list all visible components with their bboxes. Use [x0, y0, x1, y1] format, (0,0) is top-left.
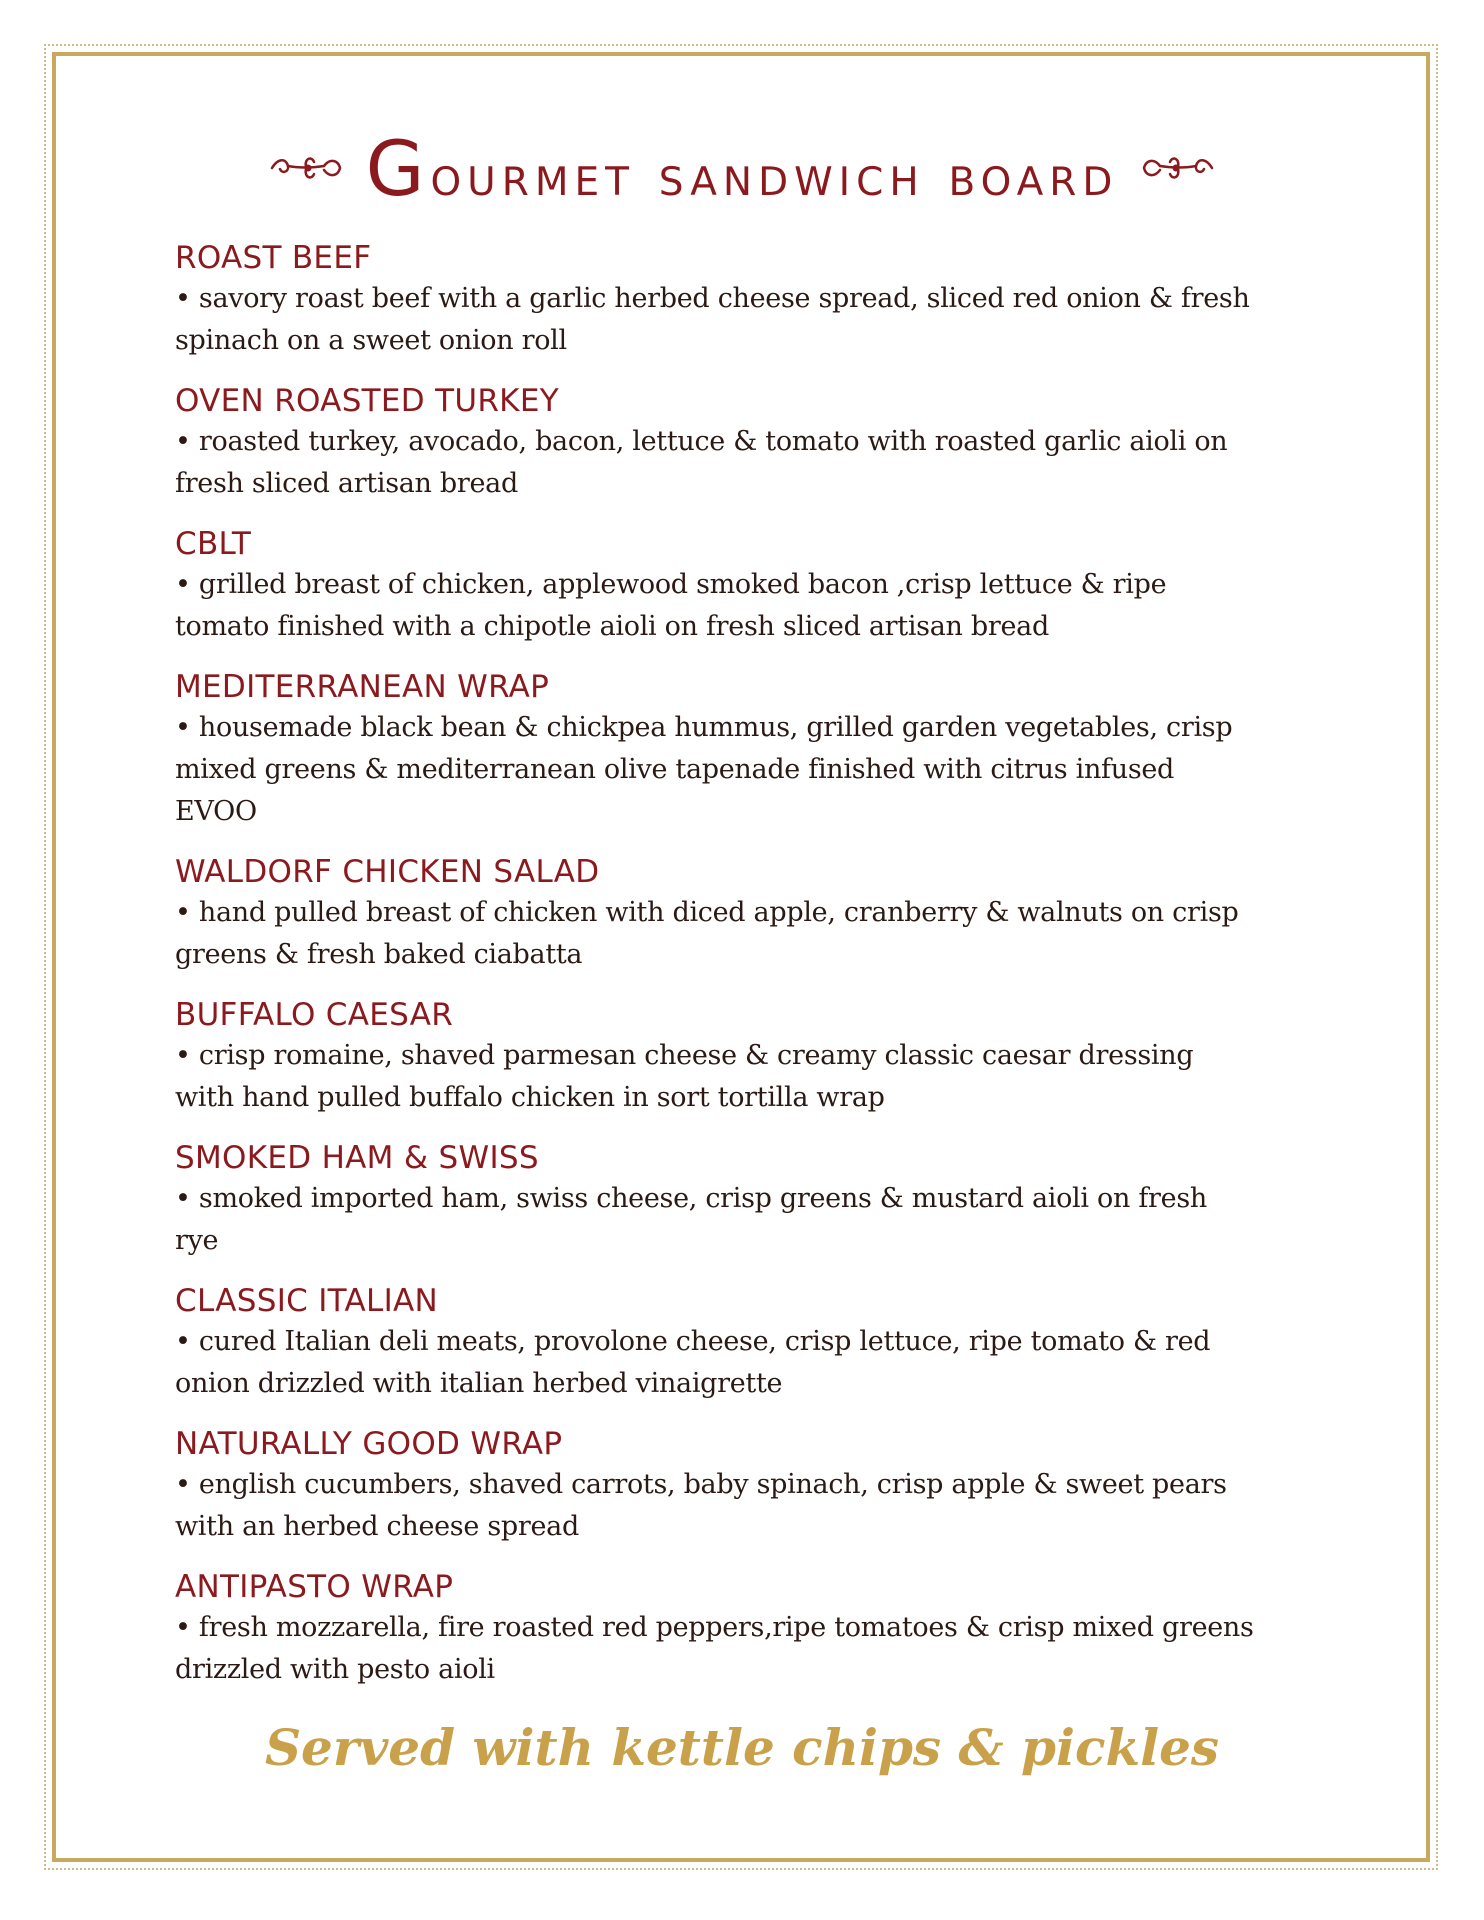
title-rest: ourmet sandwich board	[430, 143, 1119, 209]
item-name: ROAST BEEF	[175, 240, 372, 276]
menu-item	[175, 1424, 1255, 1548]
item-name: CLASSIC ITALIAN	[175, 1283, 439, 1319]
menu-item	[175, 381, 1255, 505]
page-title	[366, 124, 1119, 213]
item-name: WALDORF CHICKEN SALAD	[175, 854, 600, 890]
item-description: • crisp romaine, shaved parmesan cheese & creamy classic caesar dressing with hand pulled buffalo chicken in sort tortilla wrap	[175, 1040, 1194, 1113]
item-name: MEDITERRANEAN WRAP	[175, 669, 550, 705]
menu-item	[175, 995, 1255, 1119]
item-description: • housemade black bean & chickpea hummus, grilled garden vegetables, crisp mixed greens & mediterranean olive tapenade finished with citrus infused EVOO	[175, 712, 1233, 827]
title-row	[0, 118, 1484, 218]
item-description: • english cucumbers, shaved carrots, baby spinach, crisp apple & sweet pears with an herbed cheese spread	[175, 1469, 1227, 1542]
item-name: BUFFALO CAESAR	[175, 997, 454, 1033]
title-initial: G	[365, 123, 431, 213]
item-name: CBLT	[175, 526, 252, 562]
right-flourish-icon	[1140, 148, 1216, 188]
item-name: SMOKED HAM & SWISS	[175, 1140, 539, 1176]
item-description: • roasted turkey, avocado, bacon, lettuce & tomato with roasted garlic aioli on fresh sliced artisan bread	[175, 426, 1228, 499]
item-name: ANTIPASTO WRAP	[175, 1569, 454, 1605]
left-flourish-icon	[268, 148, 344, 188]
item-description: • smoked imported ham, swiss cheese, crisp greens & mustard aioli on fresh rye	[175, 1183, 1207, 1256]
footer-tagline: Served with kettle chips & pickles	[264, 1718, 1220, 1777]
item-description: • cured Italian deli meats, provolone cheese, crisp lettuce, ripe tomato & red onion drizzled with italian herbed vinaigrette	[175, 1326, 1211, 1399]
item-description: • savory roast beef with a garlic herbed cheese spread, sliced red onion & fresh spinach on a sweet onion roll	[175, 283, 1250, 356]
menu-list	[175, 238, 1255, 1710]
menu-item	[175, 1567, 1255, 1691]
item-name: OVEN ROASTED TURKEY	[175, 383, 559, 419]
item-description: • hand pulled breast of chicken with diced apple, cranberry & walnuts on crisp greens & fresh baked ciabatta	[175, 897, 1239, 970]
menu-item	[175, 1281, 1255, 1405]
menu-item	[175, 667, 1255, 833]
menu-item	[175, 238, 1255, 362]
menu-item	[175, 1138, 1255, 1262]
item-description: • fresh mozzarella, fire roasted red peppers,ripe tomatoes & crisp mixed greens drizzled with pesto aioli	[175, 1612, 1254, 1685]
item-name: NATURALLY GOOD WRAP	[175, 1426, 563, 1462]
menu-item	[175, 524, 1255, 648]
menu-item	[175, 852, 1255, 976]
item-description: • grilled breast of chicken, applewood smoked bacon ,crisp lettuce & ripe tomato finished with a chipotle aioli on fresh sliced artisan bread	[175, 569, 1167, 642]
